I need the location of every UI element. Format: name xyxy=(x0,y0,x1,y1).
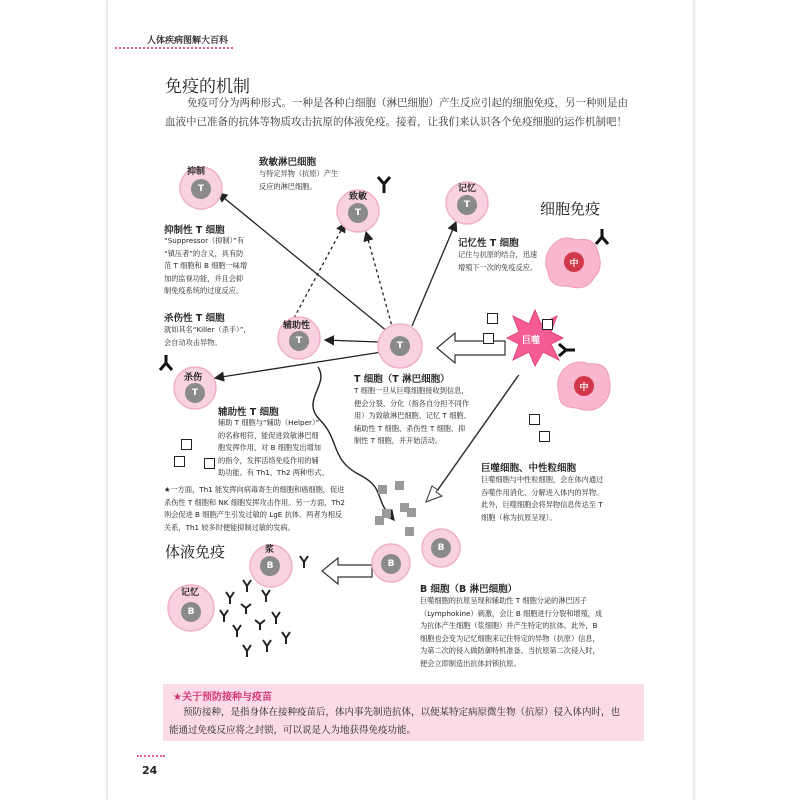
text-line: 便会立即制造出抗体封锁抗原。 xyxy=(420,658,521,668)
text-line: 关系，Th1 较多时便能抑制过敏的发病。 xyxy=(164,522,295,532)
text-line: 胞发挥作用，对 B 细胞发出增加 xyxy=(218,443,321,452)
sensitized-nucleus: T xyxy=(348,203,368,223)
text-line: 能通过免疫反应将之封锁，可以说是人为地获得免疫功能。 xyxy=(169,725,417,736)
antigen-square xyxy=(487,313,498,324)
text-line: 细胞（称为抗原呈现）。 xyxy=(481,512,557,522)
footer-divider xyxy=(137,755,165,757)
text-line: 为第二次的侵入做防御特机准备。当抗原第二次侵入时， xyxy=(420,646,600,655)
text-line: 杀伤性 T 细胞和 NK 细胞发挥攻击作用。另一方面，Th2 xyxy=(164,497,345,507)
text-line: 为抗体产生细胞（浆细胞）并产生特定的抗体。此外，B xyxy=(420,621,598,630)
helper-label: 辅助性 xyxy=(283,321,311,331)
book-title: 人体疾病图解大百科 xyxy=(147,36,229,46)
helper-nucleus: T xyxy=(289,331,309,351)
th-note-text xyxy=(164,484,345,534)
t-cell-nucleus: T xyxy=(390,336,410,356)
neutrophil-receptor-icon xyxy=(592,228,612,248)
antigen-square xyxy=(181,439,192,450)
text-line: （Lymphokine）刺激，会让 B 细胞进行分裂和增殖，成 xyxy=(420,608,603,618)
antigen-square xyxy=(174,456,185,467)
text-line: 与特定异物（抗原）产生 xyxy=(259,169,339,178)
t-cell-note-title: T 细胞（T 淋巴细胞） xyxy=(354,374,450,385)
vaccine-box-title: ★关于预防接种与疫苗 xyxy=(173,692,272,703)
sensitized-label: 致敏 xyxy=(349,192,368,202)
macrophage-to-t-arrow xyxy=(437,333,505,363)
b-cell-2-nucleus: B xyxy=(381,554,401,574)
text-line: 的名称相符，能促进致敏淋巴细 xyxy=(218,430,319,440)
macrophage-receptor-icon xyxy=(557,340,577,360)
b-cell-2 xyxy=(370,542,412,584)
suppressor-label: 抑制 xyxy=(187,167,206,177)
text-line: 吞噬作用消化、分解进入体内的异物。 xyxy=(481,487,604,497)
memory-note-title: 记忆性 T 细胞 xyxy=(458,238,519,249)
t-cell xyxy=(376,322,424,370)
memory-b-nucleus: B xyxy=(181,602,201,622)
killer-note-title: 杀伤性 T 细胞 xyxy=(164,313,225,324)
sensitized-receptor-icon xyxy=(374,175,394,195)
page-title: 免疫的机制 xyxy=(165,77,250,97)
sensitized-note-title: 致敏淋巴细胞 xyxy=(259,157,317,168)
antigen-gray xyxy=(375,516,384,525)
helper-note-title: 辅助性 T 细胞 xyxy=(218,407,279,418)
text-line: 范 T 细胞和 B 细胞一味增 xyxy=(164,261,248,270)
text-line: 辅助性 T 细胞、杀伤性 T 细胞、抑 xyxy=(354,423,466,433)
memory-t-label: 记忆 xyxy=(458,184,477,194)
macrophage-label: 巨噬 xyxy=(522,336,541,346)
helper-to-sensitized xyxy=(294,223,345,318)
text-line: 制性 T 细胞，并开始活动。 xyxy=(354,436,443,445)
text-line: T 细胞一旦从巨噬细胞接收到信息， xyxy=(354,386,469,395)
arrow-to-sensitized xyxy=(366,232,393,330)
neutrophil-2-nucleus: 中 xyxy=(574,376,594,396)
killer-nucleus: T xyxy=(185,383,205,403)
memory-note-text xyxy=(458,249,537,274)
text-line: “Suppressor（抑制）”有 xyxy=(164,236,245,245)
antigen-gray xyxy=(378,485,387,494)
text-line: 预防接种，是指身体在接种疫苗后，体内事先制造抗体，以便某特定病原微生物（抗原）侵入体内时，也 xyxy=(183,707,621,718)
plasma-label: 浆 xyxy=(265,545,275,555)
text-line: 记住与抗原的结合，迅速 xyxy=(458,250,538,259)
intro-paragraph: 免疫可分为两种形式。一种是各种白细胞（淋巴细胞）产生反应引起的细胞免疫，另一种则是由血液中已准备的抗体等物质攻击抗原的体液免疫。接着，让我们来认识各个免疫细胞的运作机制吧！ xyxy=(165,97,628,128)
b-cell-note-title: B 细胞（B 淋巴细胞） xyxy=(420,584,518,595)
text-line: 就如其名“Killer（杀手）”， xyxy=(164,325,251,334)
macrophage-note-text xyxy=(481,474,603,524)
killer-note-text xyxy=(164,324,251,349)
antigen-square xyxy=(483,333,494,344)
memory-b-label: 记忆 xyxy=(181,588,200,598)
antigen-square xyxy=(204,458,215,469)
arrow-to-helper xyxy=(325,340,378,342)
macrophage-note-title: 巨噬细胞、中性粒细胞 xyxy=(481,463,577,474)
killer-label: 杀伤 xyxy=(184,373,203,383)
b-cell-note-text xyxy=(420,595,602,670)
antigen-gray xyxy=(395,481,404,490)
text-line: “镇压者”的含义，具有防 xyxy=(164,248,244,258)
sensitized-note-text xyxy=(259,168,338,193)
text-line: 巨噬细胞的抗原呈现和辅助性 T 细胞分泌的淋巴因子 xyxy=(420,596,588,605)
antigen-square xyxy=(529,414,540,425)
suppressor-nucleus: T xyxy=(191,179,211,199)
text-line: 巨噬细胞与中性粒细胞，会在体内通过 xyxy=(481,475,604,484)
antigen-square xyxy=(542,319,553,330)
vaccine-info-box xyxy=(163,684,644,741)
page-number: 24 xyxy=(142,764,158,777)
suppressor-note-title: 抑制性 T 细胞 xyxy=(164,225,225,236)
text-line: 用）为致敏淋巴细胞、记忆 T 细胞、 xyxy=(354,411,471,420)
b-cell-1-nucleus: B xyxy=(431,538,451,558)
text-line: 辅助 T 细胞与“辅助（Helper）” xyxy=(218,418,320,427)
neutrophil-1-nucleus: 中 xyxy=(564,252,584,272)
text-line: 的指令，发挥活络免疫作用的辅 xyxy=(218,455,319,465)
text-line: 增殖下一次的免疫反应。 xyxy=(458,262,538,272)
antigen-gray xyxy=(405,527,414,536)
text-line: 加的监视功能，并且会抑 xyxy=(164,273,244,283)
helper-note-text xyxy=(218,417,329,480)
vaccine-box-text xyxy=(169,704,633,740)
antigen-square xyxy=(539,431,550,442)
b-cell-1 xyxy=(420,527,462,569)
text-line: 细胞也会变为记忆细胞来记住特定的异物（抗原）信息， xyxy=(420,633,600,643)
plasma-nucleus: B xyxy=(260,556,280,576)
text-line: 助功能。有 Th1、Th2 两种形式。 xyxy=(218,468,329,477)
killer-receptor-icon xyxy=(156,354,176,374)
neutrophil-2 xyxy=(553,358,613,414)
antigen-gray xyxy=(407,508,416,517)
cell-immunity-heading: 细胞免疫 xyxy=(540,200,601,218)
text-line: 制免疫系统的过度反应。 xyxy=(164,286,244,295)
text-line: 则会促进 B 细胞产生引发过敏的 LgE 抗体。两者为相反 xyxy=(164,510,343,519)
memory-t-nucleus: T xyxy=(457,195,477,215)
t-cell-note-text xyxy=(354,385,471,448)
arrow-to-memory-t xyxy=(412,222,456,326)
humoral-immunity-heading: 体液免疫 xyxy=(165,543,226,561)
text-line: 此外，巨噬细胞会将异物信息传达至 T xyxy=(481,500,603,509)
text-line: 反应的淋巴细胞。 xyxy=(259,181,317,191)
text-line: ★一方面，Th1 能发挥向病毒寄生的细胞和癌细胞，促进 xyxy=(164,485,345,494)
b-to-plasma-arrow xyxy=(322,558,372,584)
text-line: 会自动攻击异物。 xyxy=(164,337,222,347)
suppressor-note-text xyxy=(164,235,247,298)
text-line: 便会分裂、分化（指各自分担不同作 xyxy=(354,398,470,408)
